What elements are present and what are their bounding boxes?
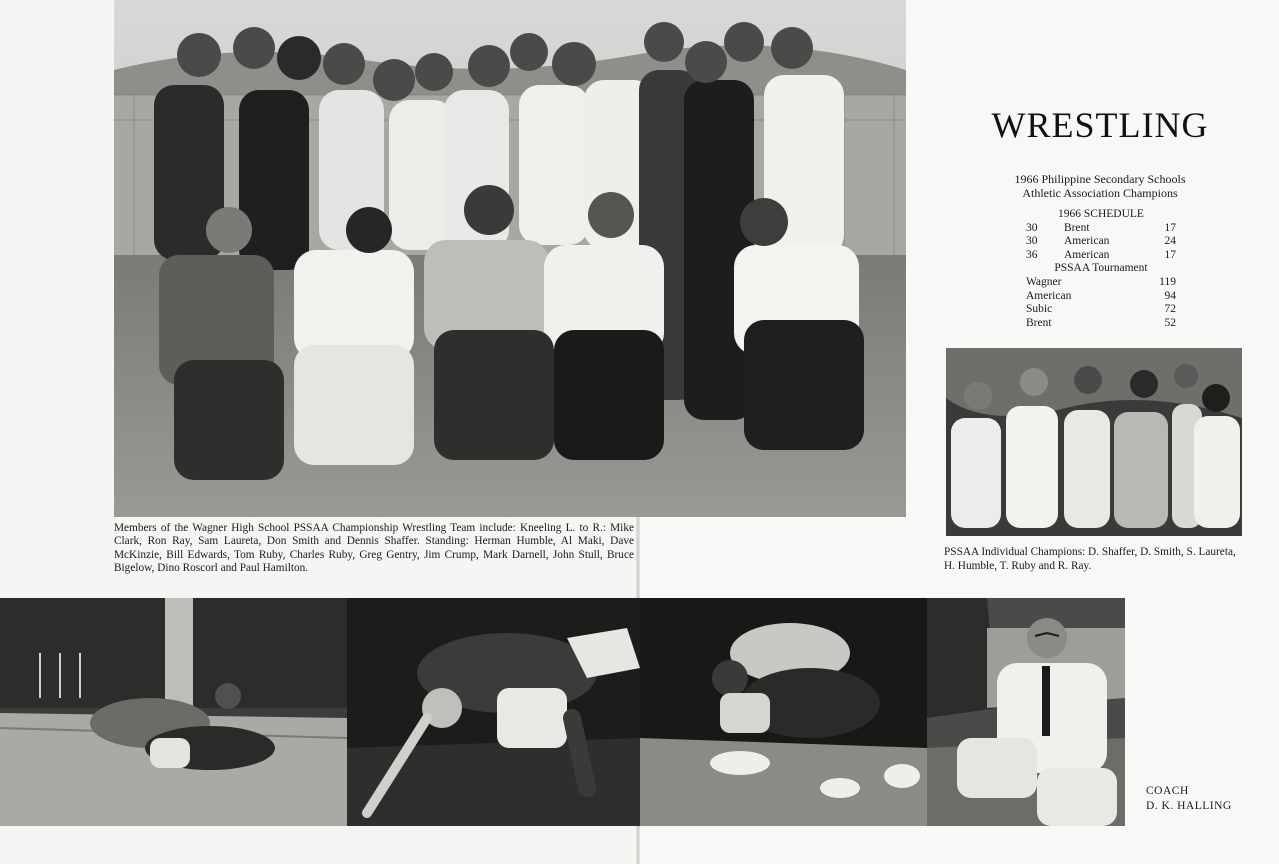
tournament-points: 52 (1164, 316, 1176, 329)
wrestling-action-photo (347, 598, 640, 826)
wrestling-action-photo (640, 598, 927, 826)
tournament-row (1026, 290, 1176, 304)
schedule-score: 36 (1026, 248, 1038, 261)
schedule-opp-score: 24 (1164, 235, 1176, 248)
champions-caption: PSSAA Individual Champions: D. Shaffer, D. Smith, S. Laureta, H. Humble, T. Ruby and R. Ray. (944, 546, 1236, 572)
champions-photo (946, 348, 1242, 536)
wrestling-action-photo (0, 598, 347, 826)
team-photo (114, 0, 906, 517)
team-photo-caption: Members of the Wagner High School PSSAA Championship Wrestling Team include: Kneeling L. to R.: Mike Clark, Ron Ray, Sam Laureta, Don Smith and Dennis Shaffer. Standing: Herman Humble, Al Maki, Dave McKinzie, Bill Edwards, Tom Ruby, Charles Ruby, Greg Gentry, Jim Crump, Mark Darnell, John Stull, Bruce Bigelow, Dino Roscorl and Paul Hamilton. (114, 522, 634, 575)
schedule-opponent: American (1064, 248, 1110, 261)
schedule-opponent: American (1064, 235, 1110, 248)
coach-name: D. K. HALLING (1146, 800, 1232, 812)
schedule-title: 1966 SCHEDULE (1058, 208, 1144, 220)
schedule-row (1026, 222, 1176, 236)
tournament-team: Brent (1026, 316, 1052, 329)
tournament-points: 94 (1164, 289, 1176, 302)
tournament-team: Wagner (1026, 275, 1062, 288)
coach-title: COACH (1146, 785, 1189, 797)
tournament-points: 72 (1164, 303, 1176, 316)
tournament-team: American (1026, 289, 1072, 302)
subtitle-line-1: 1966 Philippine Secondary Schools (1014, 172, 1186, 186)
tournament-points: 119 (1159, 275, 1176, 288)
schedule-opp-score: 17 (1164, 248, 1176, 261)
schedule-row (1026, 249, 1176, 263)
tournament-title: PSSAA Tournament (1054, 262, 1148, 275)
coach-caption (1146, 784, 1232, 814)
subtitle-line-2: Athletic Association Champions (1022, 186, 1178, 200)
tournament-row (1026, 317, 1176, 331)
tournament-row (1026, 303, 1176, 317)
subtitle (980, 172, 1220, 200)
schedule-table (1026, 208, 1176, 330)
tournament-row (1026, 276, 1176, 290)
tournament-team: Subic (1026, 303, 1053, 316)
coach-photo (927, 598, 1125, 826)
schedule-row (1026, 235, 1176, 249)
schedule-opponent: Brent (1064, 221, 1090, 234)
schedule-score: 30 (1026, 221, 1038, 234)
schedule-score: 30 (1026, 235, 1038, 248)
schedule-opp-score: 17 (1164, 221, 1176, 234)
page-title: WRESTLING (991, 105, 1209, 145)
